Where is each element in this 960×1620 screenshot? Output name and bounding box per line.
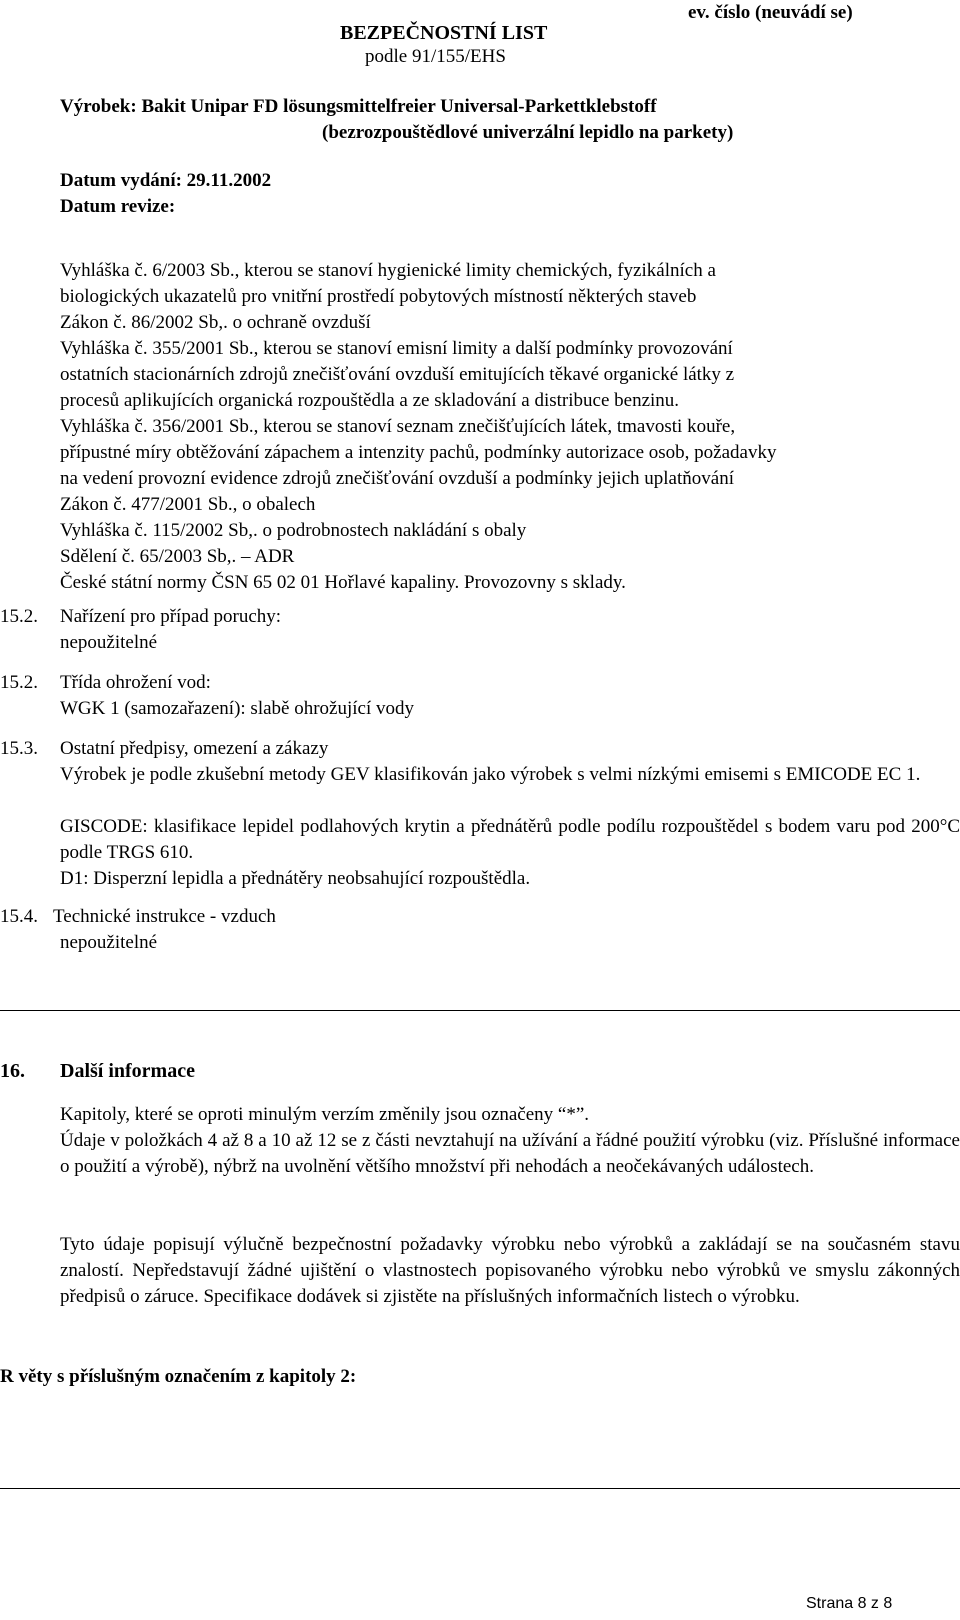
regulation-line: Sdělení č. 65/2003 Sb,. – ADR [60, 546, 295, 567]
revision-date: Datum revize: [60, 196, 176, 217]
section-paragraph: Výrobek je podle zkušební metody GEV klasifikován jako výrobek s velmi nízkými emisemi s EMICODE EC 1. [60, 764, 921, 785]
r-phrases-heading: R věty s příslušným označením z kapitoly 2: [0, 1366, 357, 1387]
version-number: ev. číslo (neuvádí se) [688, 2, 853, 23]
section-number: 15.2. [0, 672, 38, 693]
section-paragraph: Kapitoly, které se oproti minulým verzím změnily jsou označeny “*”. [60, 1104, 590, 1125]
regulation-line: Zákon č. 477/2001 Sb., o obalech [60, 494, 316, 515]
section-text: nepoužitelné [60, 632, 158, 653]
regulation-line: na vedení provozní evidence zdrojů znečišťování ovzduší a podmínky jejich uplatňování [60, 468, 734, 489]
regulation-line: Vyhláška č. 6/2003 Sb., kterou se stanoví hygienické limity chemických, fyzikálních a [60, 260, 716, 281]
section-title: Třída ohrožení vod: [60, 672, 211, 693]
regulation-line: přípustné míry obtěžování zápachem a intenzity pachů, podmínky autorizace osob, požadavky [60, 442, 777, 463]
section-divider [0, 1010, 960, 1011]
section-text: nepoužitelné [60, 932, 158, 953]
regulation-line: Vyhláška č. 355/2001 Sb., kterou se stanoví emisní limity a další podmínky provozování [60, 338, 733, 359]
regulation-line: biologických ukazatelů pro vnitřní prostředí pobytových místností některých staveb [60, 286, 697, 307]
section-title: Ostatní předpisy, omezení a zákazy [60, 738, 329, 759]
section-paragraph: D1: Disperzní lepidla a přednátěry neobsahující rozpouštědla. [60, 868, 531, 889]
section-text: WGK 1 (samozařazení): slabě ohrožující vody [60, 698, 415, 719]
product-name-cz: (bezrozpouštědlové univerzální lepidlo na parkety) [322, 122, 734, 143]
regulation-line: ostatních stacionárních zdrojů znečišťování ovzduší emitujících těkavé organické látky z [60, 364, 735, 385]
regulation-line: Vyhláška č. 115/2002 Sb,. o podrobnostech nakládání s obaly [60, 520, 527, 541]
section-title: Nařízení pro případ poruchy: [60, 606, 282, 627]
section-title: Technické instrukce - vzduch [53, 906, 276, 927]
section-number: 15.2. [0, 606, 38, 627]
section-paragraph: Údaje v položkách 4 až 8 a 10 až 12 se z části nevztahují na užívání a řádné použití výrobku (viz. Příslušné informace o použití a výrobě), nýbrž na uvolnění většího množství při nehodách a neočekávaných událostech. [60, 1130, 960, 1177]
section-paragraph: GISCODE: klasifikace lepidel podlahových krytin a přednátěrů podle podílu rozpouštědel s bodem varu pod 200°C podle TRGS 610. [60, 816, 960, 863]
regulation-line: Vyhláška č. 356/2001 Sb., kterou se stanoví seznam znečišťujících látek, tmavosti kouře, [60, 416, 736, 437]
issue-date: Datum vydání: 29.11.2002 [60, 170, 272, 191]
section-paragraph: Tyto údaje popisují výlučně bezpečnostní požadavky výrobku nebo výrobků a zakládají se na současném stavu znalostí. Nepředstavují žádné ujištění o vlastnostech popisovaného výrobku nebo výrobků ve smyslu zákonných předpisů o záruce. Specifikace dodávek si zjistěte na příslušných informačních listech o výrobku. [60, 1234, 960, 1307]
regulation-line: České státní normy ČSN 65 02 01 Hořlavé kapaliny. Provozovny s sklady. [60, 572, 626, 593]
section-number: 15.4. [0, 906, 38, 927]
product-name: Výrobek: Bakit Unipar FD lösungsmittelfreier Universal-Parkettklebstoff [60, 96, 657, 117]
section-number: 15.3. [0, 738, 38, 759]
footer-divider [0, 1488, 960, 1489]
regulation-line: procesů aplikujících organická rozpouštědla a ze skladování a distribuce benzinu. [60, 390, 680, 411]
section-title: Další informace [60, 1060, 195, 1082]
document-subtitle: podle 91/155/EHS [365, 46, 506, 67]
section-number: 16. [0, 1060, 25, 1082]
page-number: Strana 8 z 8 [806, 1595, 893, 1612]
regulation-line: Zákon č. 86/2002 Sb,. o ochraně ovzduší [60, 312, 371, 333]
document-title: BEZPEČNOSTNÍ LIST [340, 22, 548, 44]
